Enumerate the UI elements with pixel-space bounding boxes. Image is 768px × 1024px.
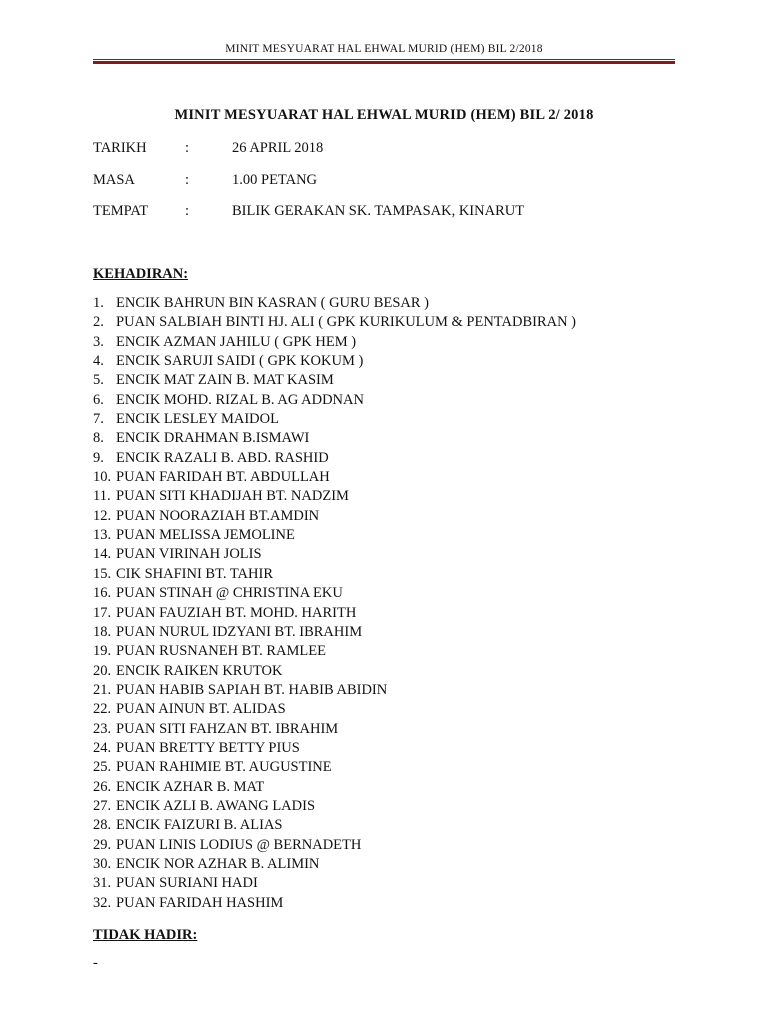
list-item-name: ENCIK MOHD. RIZAL B. AG ADDNAN [116,391,364,408]
list-item [93,352,576,371]
list-item-name: PUAN VIRINAH JOLIS [116,546,262,563]
list-item-number: 8. [93,430,104,447]
list-item-number: 5. [93,372,104,389]
list-item [93,391,576,410]
list-item [93,642,576,661]
list-item [93,836,576,855]
list-item-number: 9. [93,449,104,466]
list-item-name: ENCIK AZMAN JAHILU ( GPK HEM ) [116,333,357,350]
list-item [93,662,576,681]
list-item [93,333,576,352]
list-item-number: 11. [93,488,111,505]
list-item [93,720,576,739]
list-item-number: 26. [93,778,112,795]
list-item [93,313,576,332]
list-item-name: PUAN SURIANI HADI [116,875,258,892]
list-item [93,468,576,487]
list-item-name: PUAN FARIDAH HASHIM [116,894,284,911]
list-item-name: ENCIK FAIZURI B. ALIAS [116,817,283,834]
list-item [93,429,576,448]
list-item [93,874,576,893]
list-item-name: PUAN HABIB SAPIAH BT. HABIB ABIDIN [116,681,388,698]
list-item-name: PUAN SITI FAHZAN BT. IBRAHIM [116,720,339,737]
list-item-name: ENCIK MAT ZAIN B. MAT KASIM [116,372,334,389]
list-item-name: PUAN FARIDAH BT. ABDULLAH [116,469,330,486]
list-item-name: PUAN STINAH @ CHRISTINA EKU [116,585,343,602]
list-item [93,410,576,429]
list-item-number: 32. [93,894,112,911]
list-item [93,584,576,603]
list-item [93,797,576,816]
running-header: MINIT MESYUARAT HAL EHWAL MURID (HEM) BIL 2/2018 [225,43,543,55]
meta-colon: : [185,140,190,156]
list-item [93,604,576,623]
meta-value: 26 APRIL 2018 [232,140,324,156]
list-item-number: 17. [93,604,112,621]
list-item [93,294,576,313]
header-rule-thin [93,59,675,60]
list-item-number: 16. [93,585,112,602]
list-item [93,758,576,777]
list-item [93,623,576,642]
list-item-name: PUAN NURUL IDZYANI BT. IBRAHIM [116,623,363,640]
list-item-number: 28. [93,817,112,834]
list-item-name: ENCIK AZHAR B. MAT [116,778,265,795]
list-item [93,507,576,526]
list-item-name: ENCIK SARUJI SAIDI ( GPK KOKUM ) [116,353,364,370]
list-item-number: 24. [93,739,112,756]
list-item-name: PUAN AINUN BT. ALIDAS [116,701,286,718]
list-item-number: 29. [93,836,112,853]
list-item-number: 18. [93,623,112,640]
list-item-name: PUAN RUSNANEH BT. RAMLEE [116,643,326,660]
list-item-number: 14. [93,546,112,563]
list-item-number: 19. [93,643,112,660]
list-item-number: 25. [93,759,112,776]
header-rule-thick [93,61,675,64]
list-item-number: 27. [93,797,112,814]
list-item-name: PUAN FAUZIAH BT. MOHD. HARITH [116,604,357,621]
list-item-name: PUAN LINIS LODIUS @ BERNADETH [116,836,362,853]
list-item [93,739,576,758]
list-item-number: 6. [93,391,104,408]
list-item-number: 20. [93,662,112,679]
list-item-name: ENCIK BAHRUN BIN KASRAN ( GURU BESAR ) [116,295,429,311]
absence-heading: TIDAK HADIR: [93,927,198,943]
list-item [93,816,576,835]
list-item-name: ENCIK RAIKEN KRUTOK [116,662,283,679]
list-item-name: ENCIK DRAHMAN B.ISMAWI [116,430,310,447]
list-item-name: CIK SHAFINI BT. TAHIR [116,565,274,582]
list-item-number: 15. [93,565,112,582]
attendance-heading: KEHADIRAN: [93,266,189,282]
meta-value: 1.00 PETANG [232,172,318,188]
list-item [93,778,576,797]
list-item-number: 10. [93,469,112,486]
list-item-name: PUAN RAHIMIE BT. AUGUSTINE [116,759,332,776]
list-item-name: PUAN SALBIAH BINTI HJ. ALI ( GPK KURIKULUM & PENTADBIRAN ) [116,314,577,331]
attendance-list [93,294,576,913]
list-item-number: 30. [93,855,112,872]
list-item [93,700,576,719]
meta-colon: : [185,203,190,219]
list-item-number: 13. [93,527,112,544]
list-item [93,371,576,390]
list-item [93,545,576,564]
list-item-number: 4. [93,353,104,370]
list-item [93,487,576,506]
list-item-name: PUAN BRETTY BETTY PIUS [116,739,300,756]
list-item-number: 31. [93,875,112,892]
list-item-name: PUAN MELISSA JEMOLINE [116,527,295,544]
list-item [93,681,576,700]
list-item [93,855,576,874]
list-item-number: 1. [93,295,104,311]
meta-label: TARIKH [93,140,147,156]
list-item-number: 21. [93,681,112,698]
list-item-name: ENCIK NOR AZHAR B. ALIMIN [116,855,320,872]
list-item-name: ENCIK RAZALI B. ABD. RASHID [116,449,329,466]
list-item-name: ENCIK AZLI B. AWANG LADIS [116,797,316,814]
list-item-number: 23. [93,720,112,737]
list-item [93,565,576,584]
list-item [93,526,576,545]
meta-value: BILIK GERAKAN SK. TAMPASAK, KINARUT [232,203,525,219]
absence-dash: - [93,955,98,971]
meta-label: TEMPAT [93,203,149,219]
list-item-number: 3. [93,333,104,350]
list-item [93,894,576,913]
list-item [93,449,576,468]
meta-label: MASA [93,172,135,188]
list-item-name: PUAN SITI KHADIJAH BT. NADZIM [116,488,349,505]
meta-colon: : [185,172,190,188]
list-item-number: 22. [93,701,112,718]
document-title: MINIT MESYUARAT HAL EHWAL MURID (HEM) BIL 2/ 2018 [174,107,594,123]
list-item-number: 7. [93,411,104,428]
list-item-number: 2. [93,314,104,331]
list-item-name: ENCIK LESLEY MAIDOL [116,411,279,428]
list-item-number: 12. [93,507,112,524]
list-item-name: PUAN NOORAZIAH BT.AMDIN [116,507,320,524]
